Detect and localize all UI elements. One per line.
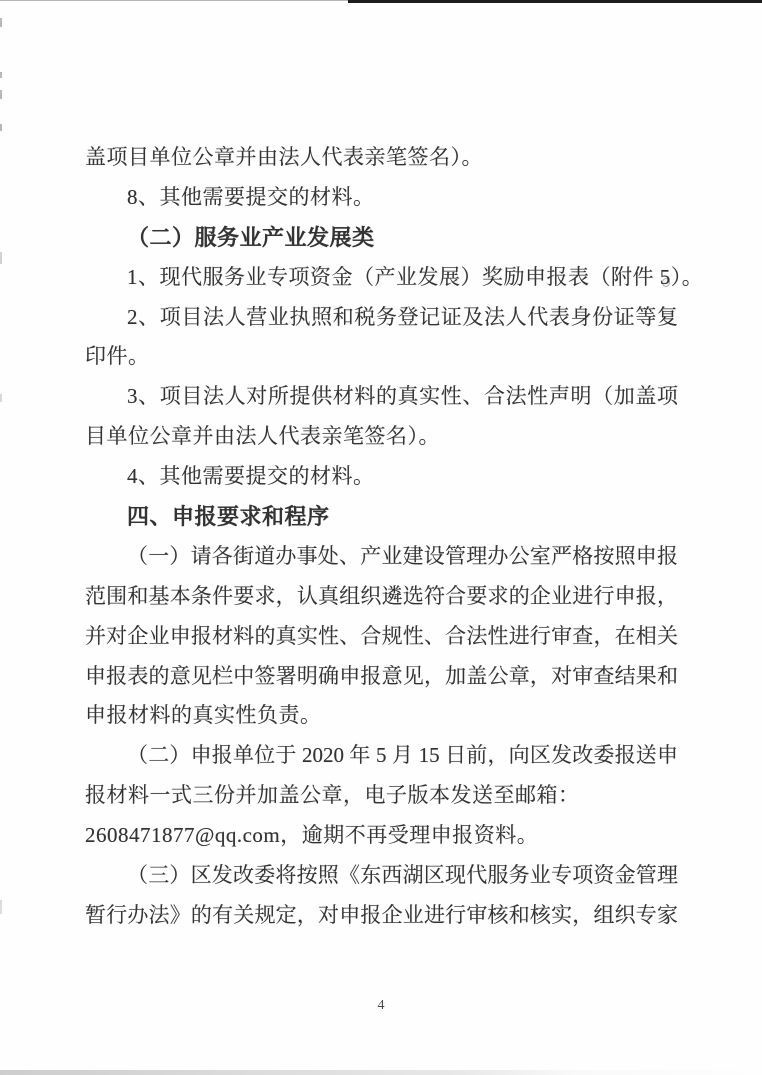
document-line: （二）申报单位于 2020 年 5 月 15 日前，向区发改委报送申 — [127, 743, 678, 768]
document-line: 2608471877@qq.com，逾期不再受理申报资料。 — [85, 823, 539, 848]
scan-artifact-bottom-edge — [0, 1070, 762, 1075]
section-heading: 四、申报要求和程序 — [127, 504, 330, 530]
document-line: 4、其他需要提交的材料。 — [127, 464, 375, 489]
scan-artifact-left-edge-tick — [0, 252, 2, 264]
document-line: 1、现代服务业专项资金（产业发展）奖励申报表（附件 5）。 — [127, 264, 704, 289]
scan-artifact-left-edge-tick — [0, 124, 2, 131]
document-line: 目单位公章并由法人代表亲笔签名）。 — [85, 424, 440, 449]
scan-artifact-top-edge-left — [0, 0, 350, 1]
scan-artifact-left-edge-tick — [0, 900, 2, 914]
document-line: 2、项目法人营业执照和税务登记证及法人代表身份证等复 — [127, 304, 678, 329]
document-line: 印件。 — [85, 344, 150, 369]
document-line: 申报材料的真实性负责。 — [85, 703, 322, 728]
scan-artifact-left-edge-tick — [0, 72, 2, 78]
document-line: 范围和基本条件要求，认真组织遴选符合要求的企业进行申报， — [85, 583, 678, 608]
document-line: 申报表的意见栏中签署明确申报意见，加盖公章，对审查结果和 — [85, 663, 678, 688]
document-line: 报材料一式三份并加盖公章，电子版本发送至邮箱： — [85, 783, 580, 808]
document-line: 暂行办法》的有关规定，对申报企业进行审核和核实，组织专家 — [85, 902, 678, 927]
scan-artifact-left-edge-tick — [0, 90, 2, 99]
scan-artifact-left-edge-tick — [0, 18, 2, 27]
scan-artifact-top-edge-right — [348, 0, 762, 3]
document-line: 盖项目单位公章并由法人代表亲笔签名）。 — [85, 145, 483, 169]
document-line: （一）请各街道办事处、产业建设管理办公室严格按照申报 — [127, 543, 678, 568]
document-line: 并对企业申报材料的真实性、合规性、合法性进行审查，在相关 — [85, 623, 678, 648]
document-line: 8、其他需要提交的材料。 — [127, 184, 375, 209]
document-line: （三）区发改委将按照《东西湖区现代服务业专项资金管理 — [127, 863, 678, 888]
page-number: 4 — [377, 998, 385, 1013]
document-line: 3、项目法人对所提供材料的真实性、合法性声明（加盖项 — [127, 384, 678, 409]
scan-artifact-left-edge-tick — [0, 394, 2, 402]
section-heading: （二）服务业产业发展类 — [127, 224, 375, 250]
document-body-text — [85, 138, 704, 936]
